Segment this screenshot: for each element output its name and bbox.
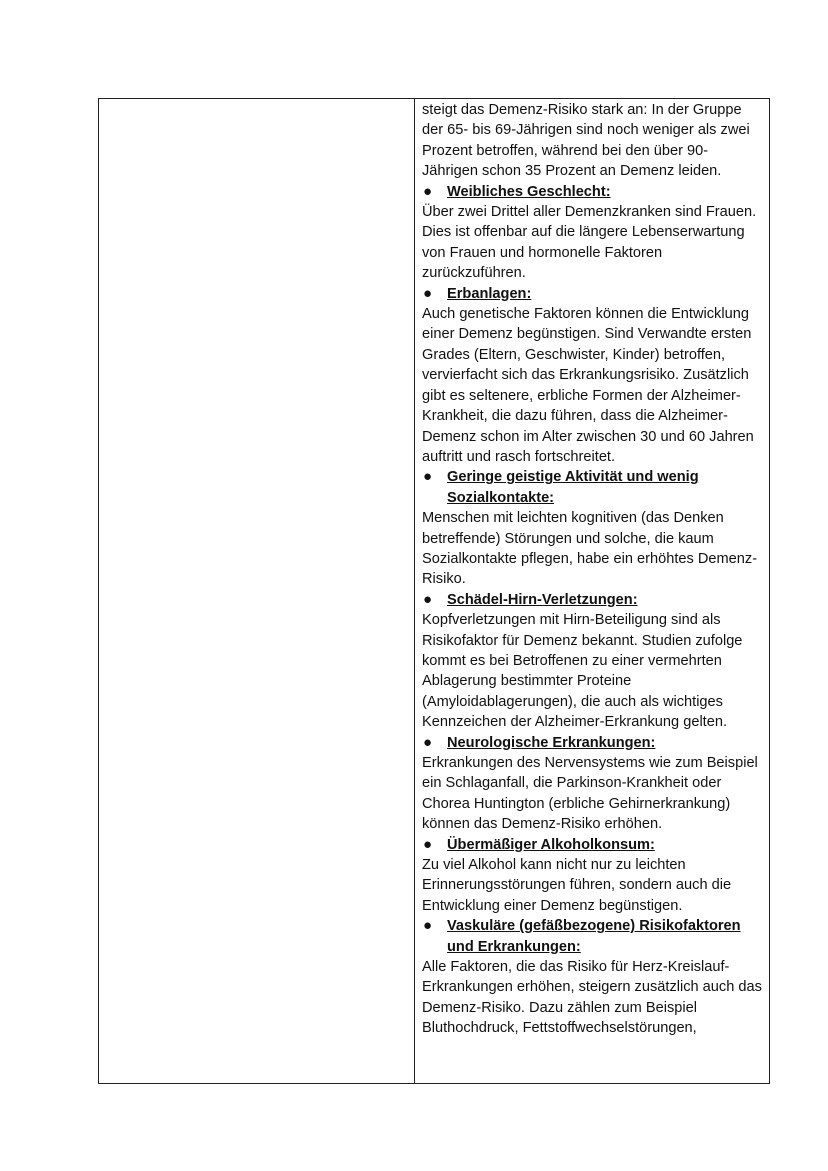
- bullet-icon: ●: [423, 733, 433, 751]
- bullet-item: [422, 733, 763, 753]
- section-text: Erkrankungen des Nervensystems wie zum Beispiel ein Schlaganfall, die Parkinson-Krankheit oder Chorea Huntington (erbliche Gehirnerkrankung) können das Demenz-Risiko erhöhen.: [422, 755, 758, 833]
- section-heading: Neurologische Erkrankungen:: [447, 734, 656, 751]
- section-heading: Vaskuläre (gefäßbezogene) Risikofaktoren und Erkrankungen:: [447, 918, 741, 955]
- section-text: Über zwei Drittel aller Demenzkranken sind Frauen. Dies ist offenbar auf die längere Lebenserwartung von Frauen und hormonelle Faktoren zurückzuführen.: [422, 204, 757, 282]
- document-table: [98, 98, 770, 1084]
- bullet-icon: ●: [423, 917, 433, 935]
- section-heading: Geringe geistige Aktivität und wenig Sozialkontakte:: [447, 469, 699, 506]
- section-text: Menschen mit leichten kognitiven (das Denken betreffende) Störungen und solche, die kaum Sozialkontakte pflegen, habe ein erhöhtes Demenz-Risiko.: [422, 510, 758, 588]
- bullet-icon: ●: [423, 590, 433, 608]
- section-heading: Weibliches Geschlecht:: [447, 183, 611, 200]
- section-text: Zu viel Alkohol kann nicht nur zu leichten Erinnerungsstörungen führen, sondern auch die Entwicklung einer Demenz begünstigen.: [422, 857, 732, 914]
- section-heading: Erbanlagen:: [447, 285, 532, 302]
- section-text: Alle Faktoren, die das Risiko für Herz-Kreislauf-Erkrankungen erhöhen, steigern zusätzlich auch das Demenz-Risiko. Dazu zählen zum Beispiel Bluthochdruck, Fettstoffwechselstörungen,: [422, 959, 762, 1037]
- bullet-item: [422, 284, 763, 304]
- bullet-item: [422, 916, 763, 957]
- bullet-icon: ●: [423, 182, 433, 200]
- section-heading: Übermäßiger Alkoholkonsum:: [447, 836, 655, 853]
- bullet-item: [422, 590, 763, 610]
- intro-paragraph: steigt das Demenz-Risiko stark an: In der Gruppe der 65- bis 69-Jährigen sind noch weniger als zwei Prozent betroffen, während bei den über 90-Jährigen schon 35 Prozent an Demenz leiden.: [422, 102, 750, 180]
- bullet-item: [422, 182, 763, 202]
- table-left-column: [99, 99, 415, 1083]
- bullet-icon: ●: [423, 468, 433, 486]
- bullet-item: [422, 835, 763, 855]
- section-text: Kopfverletzungen mit Hirn-Beteiligung sind als Risikofaktor für Demenz bekannt. Studien zufolge kommt es bei Betroffenen zu einer vermehrten Ablagerung bestimmter Proteine (Amyloidablagerungen), die auch als wichtiges Kennzeichen der Alzheimer-Erkrankung gelten.: [422, 612, 743, 731]
- table-right-column: [415, 99, 769, 1083]
- section-heading: Schädel-Hirn-Verletzungen:: [447, 591, 638, 608]
- bullet-icon: ●: [423, 284, 433, 302]
- section-text: Auch genetische Faktoren können die Entwicklung einer Demenz begünstigen. Sind Verwandte ersten Grades (Eltern, Geschwister, Kinder) betroffen, vervierfacht sich das Erkrankungsrisiko. Zusätzlich gibt es seltenere, erbliche Formen der Alzheimer-Krankheit, die dazu führen, dass die Alzheimer-Demenz schon im Alter zwischen 30 und 60 Jahren auftritt und rasch fortschreitet.: [422, 306, 754, 465]
- bullet-icon: ●: [423, 835, 433, 853]
- bullet-item: [422, 467, 763, 508]
